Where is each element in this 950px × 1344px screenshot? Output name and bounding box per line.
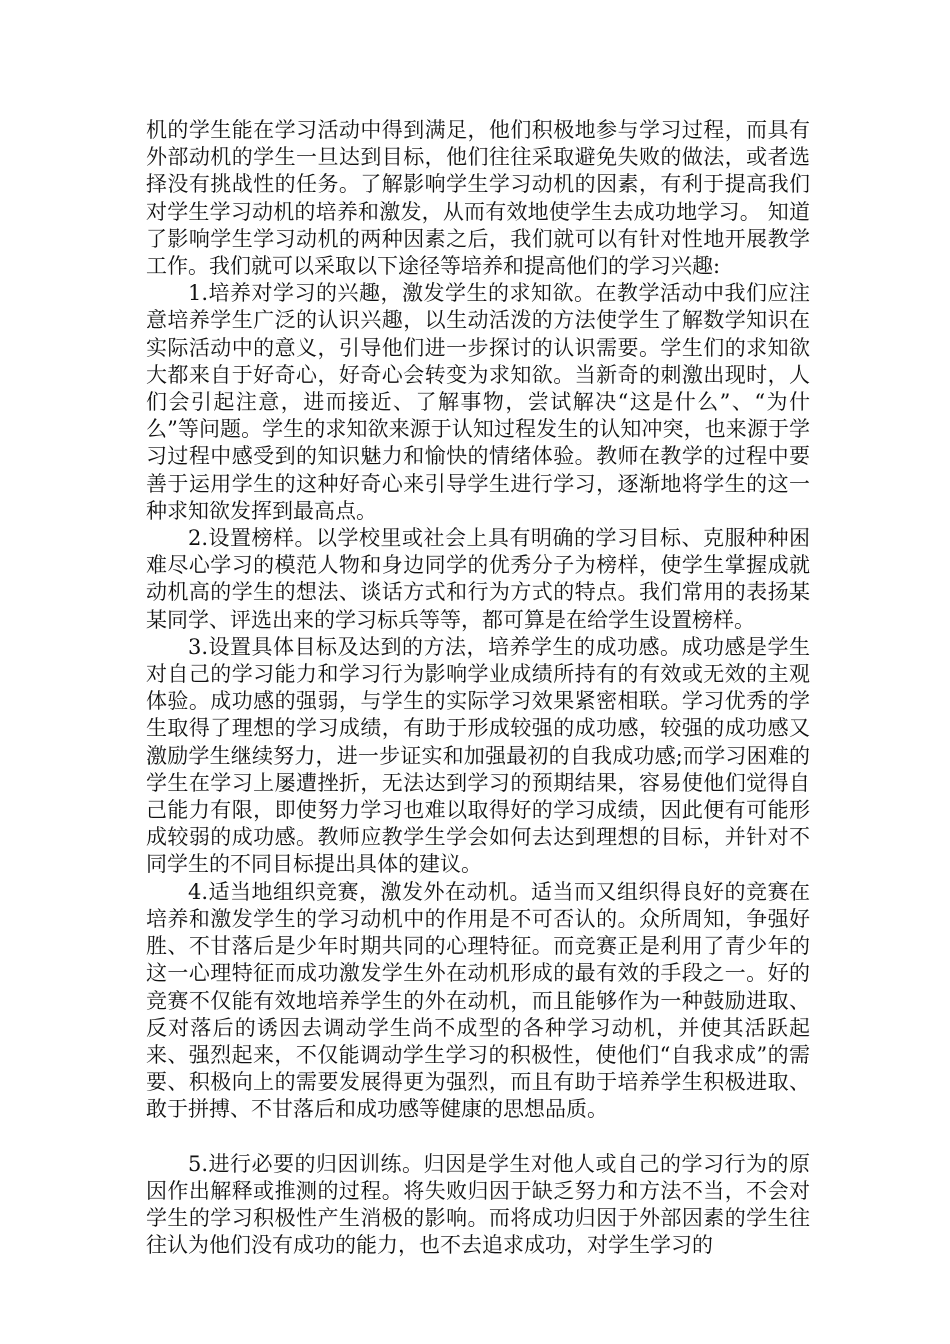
paragraph-item-1: 1.培养对学习的兴趣，激发学生的求知欲。在教学活动中我们应注意培养学生广泛的认识兴趣，以生动活泼的方法使学生了解数学知识在实际活动中的意义，引导他们进一步探讨的认识需要。学生们的求知欲大都来自于好奇心，好奇心会转变为求知欲。当新奇的刺激出现时，人们会引起注意，进而接近、了解事物，尝试解决“这是什么”、“为什么”等问题。学生的求知欲来源于认知过程发生的认知冲突，也来源于学习过程中感受到的知识魅力和愉快的情绪体验。教师在教学的过程中要善于运用学生的这种好奇心来引导学生进行学习，逐渐地将学生的这一种求知欲发挥到最高点。: [146, 281, 810, 523]
paragraph-gap: [146, 1124, 810, 1151]
paragraph-item-5: 5.进行必要的归因训练。归因是学生对他人或自己的学习行为的原因作出解释或推测的过程。将失败归因于缺乏努力和方法不当，不会对学生的学习积极性产生消极的影响。而将成功归因于外部因素的学生往往认为他们没有成功的能力，也不去追求成功，对学生学习的: [146, 1151, 810, 1258]
document-body: [146, 117, 810, 1259]
paragraph-item-4: 4.适当地组织竞赛，激发外在动机。适当而又组织得良好的竞赛在培养和激发学生的学习动机中的作用是不可否认的。众所周知，争强好胜、不甘落后是少年时期共同的心理特征。而竞赛正是利用了青少年的这一心理特征而成功激发学生外在动机形成的最有效的手段之一。好的竞赛不仅能有效地培养学生的外在动机，而且能够作为一种鼓励进取、反对落后的诱因去调动学生尚不成型的各种学习动机，并使其活跃起来、强烈起来，不仅能调动学生学习的积极性，使他们“自我求成”的需要、积极向上的需要发展得更为强烈，而且有助于培养学生积极进取、敢于拼搏、不甘落后和成功感等健康的思想品质。: [146, 879, 810, 1122]
paragraph-item-3: 3.设置具体目标及达到的方法，培养学生的成功感。成功感是学生对自己的学习能力和学习行为影响学业成绩所持有的有效或无效的主观体验。成功感的强弱，与学生的实际学习效果紧密相联。学习优秀的学生取得了理想的学习成绩，有助于形成较强的成功感，较强的成功感又激励学生继续努力，进一步证实和加强最初的自我成功感;而学习困难的学生在学习上屡遭挫折，无法达到学习的预期结果，容易使他们觉得自己能力有限，即使努力学习也难以取得好的学习成绩，因此便有可能形成较弱的成功感。教师应教学生学会如何去达到理想的目标，并针对不同学生的不同目标提出具体的建议。: [146, 634, 810, 877]
paragraph-intro: 机的学生能在学习活动中得到满足，他们积极地参与学习过程，而具有外部动机的学生一旦达到目标，他们往往采取避免失败的做法，或者选择没有挑战性的任务。了解影响学生学习动机的因素，有利于提高我们对学生学习动机的培养和激发，从而有效地使学生去成功地学习。 知道了影响学生学习动机的两种因素之后，我们就可以有针对性地开展教学工作。我们就可以采取以下途径等培养和提高他们的学习兴趣:: [146, 118, 810, 279]
paragraph-item-2: 2.设置榜样。以学校里或社会上具有明确的学习目标、克服种种困难尽心学习的模范人物和身边同学的优秀分子为榜样，使学生掌握成就动机高的学生的想法、谈话方式和行为方式的特点。我们常用的表扬某某同学、评选出来的学习标兵等等，都可算是在给学生设置榜样。: [146, 526, 810, 632]
